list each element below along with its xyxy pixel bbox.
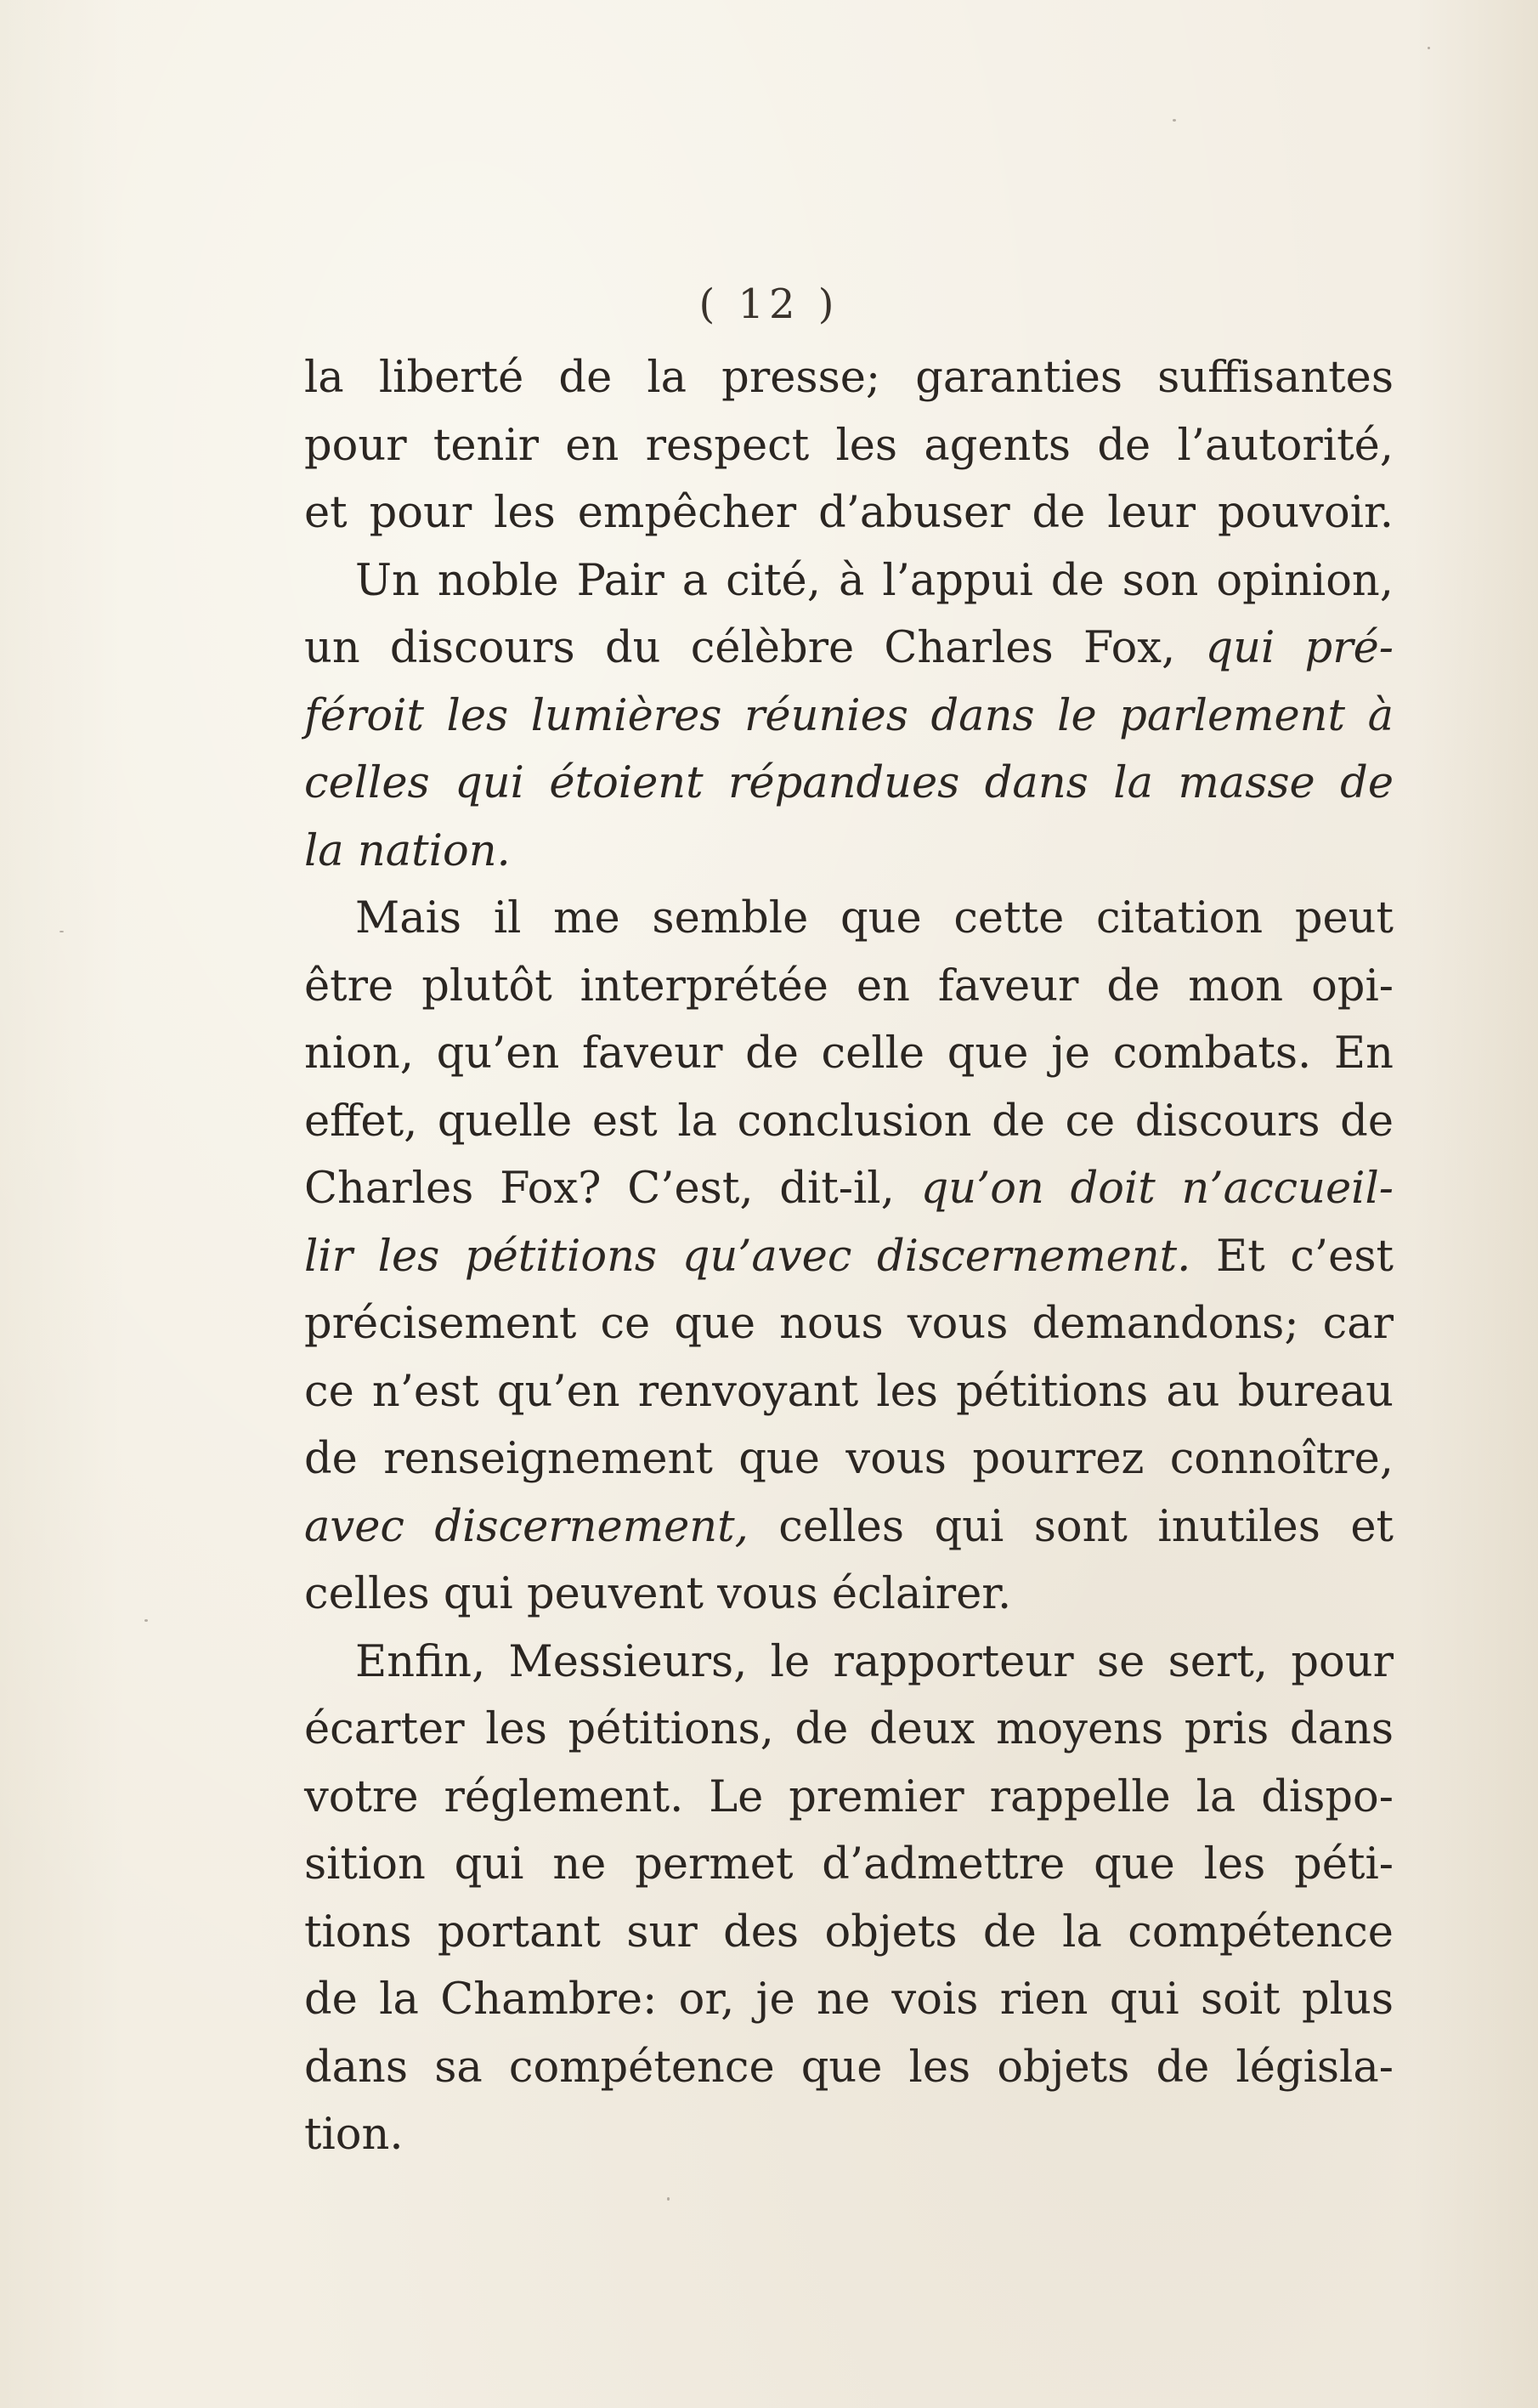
text-line bbox=[304, 2034, 1394, 2102]
text-line bbox=[304, 1425, 1394, 1493]
italic-text-segment: la nation. bbox=[304, 825, 511, 876]
text-segment: la liberté de la presse; garanties suffisantes bbox=[304, 353, 1394, 403]
text-segment: celles qui peuvent vous éclairer. bbox=[304, 1569, 1012, 1619]
paper-speck bbox=[59, 931, 64, 932]
text-line bbox=[304, 344, 1394, 412]
text-line bbox=[304, 479, 1394, 547]
text-line bbox=[304, 750, 1394, 818]
italic-text-segment: qu’on doit n’accueil- bbox=[920, 1164, 1394, 1214]
text-segment: votre réglement. Le premier rappelle la dispo- bbox=[304, 1771, 1394, 1822]
text-line bbox=[304, 1223, 1394, 1291]
text-segment: Charles Fox? C’est, dit-il, bbox=[304, 1164, 921, 1214]
italic-text-segment: celles qui étoient répandues dans la masse de bbox=[304, 758, 1394, 808]
text-line bbox=[304, 1493, 1394, 1561]
text-segment: précisement ce que nous vous demandons; car bbox=[304, 1299, 1394, 1349]
text-segment: nion, qu’en faveur de celle que je combats. En bbox=[304, 1028, 1394, 1079]
text-line bbox=[304, 953, 1394, 1021]
text-line bbox=[304, 615, 1394, 683]
text-segment: tions portant sur des objets de la compétence bbox=[304, 1907, 1394, 1958]
text-segment: un discours du célèbre Charles Fox, bbox=[304, 623, 1206, 673]
italic-text-segment: lir les pétitions qu’avec discernement. bbox=[304, 1231, 1191, 1282]
paper-speck bbox=[1428, 47, 1430, 49]
text-line bbox=[304, 683, 1394, 751]
text-line bbox=[304, 2101, 1394, 2169]
text-line bbox=[304, 1088, 1394, 1156]
text-line bbox=[304, 1561, 1394, 1629]
text-line bbox=[304, 885, 1394, 953]
text-segment: ce n’est qu’en renvoyant les pétitions au bureau bbox=[304, 1366, 1394, 1417]
text-line bbox=[304, 1020, 1394, 1088]
text-line bbox=[304, 1155, 1394, 1223]
text-segment: pour tenir en respect les agents de l’autorité, bbox=[304, 420, 1394, 471]
text-segment: Enfin, Messieurs, le rapporteur se sert, pour bbox=[355, 1636, 1394, 1687]
text-segment: Mais il me semble que cette citation peut bbox=[355, 893, 1394, 943]
paper-speck bbox=[144, 1619, 148, 1622]
text-segment: de renseignement que vous pourrez connoître, bbox=[304, 1434, 1394, 1484]
text-segment: Un noble Pair a cité, à l’appui de son opinion, bbox=[355, 555, 1394, 606]
italic-text-segment: féroit les lumières réunies dans le parlement à bbox=[304, 690, 1394, 741]
text-line bbox=[304, 1290, 1394, 1358]
text-segment: sition qui ne permet d’admettre que les péti- bbox=[304, 1839, 1394, 1890]
text-line bbox=[304, 412, 1394, 480]
text-line bbox=[304, 547, 1394, 615]
text-segment: tion. bbox=[304, 2110, 404, 2160]
text-line bbox=[304, 1358, 1394, 1426]
text-segment: et pour les empêcher d’abuser de leur pouvoir. bbox=[304, 488, 1394, 538]
text-segment: être plutôt interprétée en faveur de mon opi- bbox=[304, 960, 1394, 1011]
text-segment: celles qui sont inutiles et bbox=[748, 1501, 1394, 1552]
page-number: ( 12 ) bbox=[698, 280, 840, 328]
text-segment: Et c’est bbox=[1190, 1231, 1394, 1282]
text-segment: dans sa compétence que les objets de législa- bbox=[304, 2042, 1394, 2093]
text-line bbox=[304, 1899, 1394, 1967]
italic-text-segment: qui pré- bbox=[1205, 623, 1394, 673]
text-line bbox=[304, 1696, 1394, 1764]
text-line bbox=[304, 1831, 1394, 1899]
text-segment: écarter les pétitions, de deux moyens pris dans bbox=[304, 1704, 1394, 1754]
text-segment: de la Chambre: or, je ne vois rien qui soit plus bbox=[304, 1975, 1394, 2025]
text-segment: effet, quelle est la conclusion de ce discours de bbox=[304, 1096, 1394, 1147]
paper-speck bbox=[1173, 119, 1176, 122]
paper-speck bbox=[667, 2197, 670, 2201]
text-line bbox=[304, 1966, 1394, 2034]
text-line bbox=[304, 1764, 1394, 1832]
body-text bbox=[304, 344, 1394, 2169]
text-line bbox=[304, 818, 1394, 886]
italic-text-segment: avec discernement, bbox=[304, 1501, 749, 1552]
text-line bbox=[304, 1629, 1394, 1697]
